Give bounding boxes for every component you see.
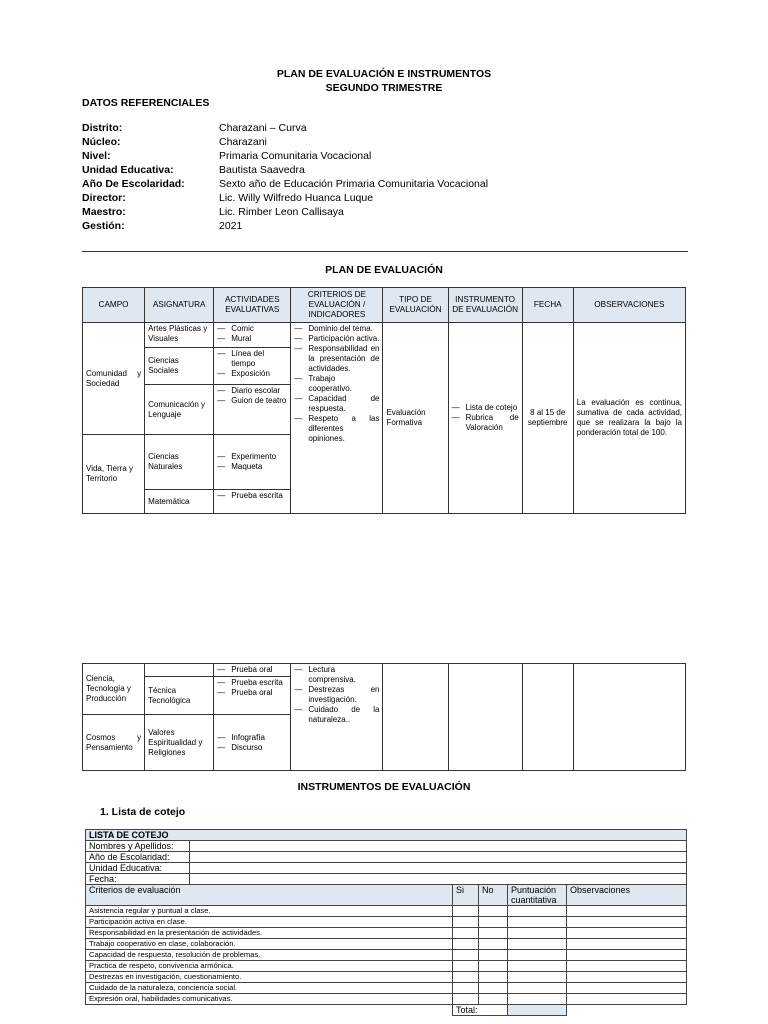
- si-cell[interactable]: [453, 906, 479, 917]
- criterio-text: Capacidad de respuesta, resolución de problemas.: [86, 950, 453, 961]
- no-cell[interactable]: [479, 961, 508, 972]
- datos-title: DATOS REFERENCIALES: [82, 97, 210, 109]
- activity-item: — Comic: [217, 324, 287, 334]
- field-value: Charazani: [219, 136, 267, 148]
- unidad-label: Unidad Educativa:: [86, 863, 190, 874]
- total-value-cell[interactable]: [508, 1005, 567, 1016]
- tipo-cell: Evaluación Formativa: [383, 323, 448, 514]
- puntuacion-header: Puntuación cuantitativa: [508, 885, 567, 906]
- asignatura-cell: Artes Plásticas y Visuales: [145, 323, 214, 348]
- table-row: [86, 994, 687, 1005]
- activity-item: — Maqueta: [217, 462, 287, 472]
- si-cell[interactable]: [453, 994, 479, 1005]
- criterio-item: — Trabajo cooperativo.: [294, 374, 379, 394]
- puntuacion-cell[interactable]: [508, 928, 567, 939]
- observaciones-cell[interactable]: [567, 972, 687, 983]
- ano-field[interactable]: [190, 852, 687, 863]
- col-header-asignatura: ASIGNATURA: [145, 288, 214, 323]
- no-cell[interactable]: [479, 928, 508, 939]
- criterios-cell: [291, 664, 383, 771]
- observaciones-cell: La evaluación es continua, sumativa de cada actividad, que se realizara la bajo la ponderación total de 100.: [573, 323, 685, 514]
- ano-label: Año de Escolaridad:: [86, 852, 190, 863]
- fecha-label: Fecha:: [86, 874, 190, 885]
- puntuacion-cell[interactable]: [508, 994, 567, 1005]
- divider: [82, 251, 688, 252]
- asignatura-cell: Comunicación y Lenguaje: [145, 385, 214, 435]
- no-cell[interactable]: [479, 950, 508, 961]
- puntuacion-cell[interactable]: [508, 950, 567, 961]
- activity-item: — Prueba oral: [217, 665, 287, 675]
- observaciones-cell[interactable]: [567, 917, 687, 928]
- field-value: Lic. Rimber Leon Callisaya: [219, 206, 344, 218]
- field-value: 2021: [219, 220, 243, 232]
- si-cell[interactable]: [453, 950, 479, 961]
- unidad-field[interactable]: [190, 863, 687, 874]
- observaciones-cell[interactable]: [567, 994, 687, 1005]
- observaciones-cell[interactable]: [567, 928, 687, 939]
- field-label: Nivel:: [82, 150, 111, 162]
- actividades-cell: [214, 323, 291, 348]
- criterio-text: Practica de respeto, convivencia armónica.: [86, 961, 453, 972]
- field-value: Charazani – Curva: [219, 122, 307, 134]
- campo-label: Vida, Tierra y Territorio: [86, 464, 133, 483]
- field-ano: [82, 178, 682, 192]
- table-row: [86, 928, 687, 939]
- criterio-item: — Destrezas en investigación.: [294, 685, 379, 705]
- actividades-cell: [214, 385, 291, 435]
- campo-cell: Cosmos y Pensamiento: [83, 715, 145, 771]
- field-maestro: [82, 206, 682, 220]
- observaciones-cell[interactable]: [567, 906, 687, 917]
- activity-item: — Experimento: [217, 452, 287, 462]
- observaciones-cell[interactable]: [567, 983, 687, 994]
- criterio-item: — Participación activa.: [294, 334, 379, 344]
- asignatura-cell: Ciencias Naturales: [145, 435, 214, 490]
- observaciones-cell[interactable]: [567, 961, 687, 972]
- observaciones-cell: [573, 664, 685, 771]
- field-label: Gestión:: [82, 220, 125, 232]
- puntuacion-cell[interactable]: [508, 983, 567, 994]
- si-cell[interactable]: [453, 961, 479, 972]
- col-header-instrumento: INSTRUMENTO DE EVALUACIÓN: [448, 288, 522, 323]
- field-unidad: [82, 164, 682, 178]
- instrumento-item: — Rubrica de Valoración: [452, 413, 519, 433]
- activity-item: — Mural: [217, 334, 287, 344]
- asignatura-cell: [145, 664, 214, 677]
- criterio-text: Responsabilidad en la presentación de actividades.: [86, 928, 453, 939]
- no-cell[interactable]: [479, 939, 508, 950]
- no-cell[interactable]: [479, 972, 508, 983]
- field-nucleo: [82, 136, 682, 150]
- total-label: Total:: [453, 1005, 508, 1016]
- asignatura-cell: Valores Espiritualidad y Religiones: [145, 715, 214, 771]
- actividades-cell: [214, 715, 291, 771]
- col-header-criterios: CRITERIOS DE EVALUACIÓN / INDICADORES: [291, 288, 383, 323]
- observaciones-cell[interactable]: [567, 939, 687, 950]
- criterios-header: Criterios de evaluación: [86, 885, 453, 906]
- no-cell[interactable]: [479, 906, 508, 917]
- observaciones-header: Observaciones: [567, 885, 687, 906]
- nombres-field[interactable]: [190, 841, 687, 852]
- field-nivel: [82, 150, 682, 164]
- activity-item: — Prueba escrita: [217, 491, 287, 501]
- actividades-cell: [214, 664, 291, 677]
- criterio-item: — Responsabilidad en la presentación de actividades.: [294, 344, 379, 374]
- table-row: [86, 961, 687, 972]
- fecha-field[interactable]: [190, 874, 687, 885]
- field-value: Bautista Saavedra: [219, 164, 305, 176]
- col-header-fecha: FECHA: [522, 288, 573, 323]
- field-value: Sexto año de Educación Primaria Comunitaria Vocacional: [219, 178, 489, 190]
- criterio-text: Expresión oral, habilidades comunicativas.: [86, 994, 453, 1005]
- campo-cell: [83, 435, 145, 514]
- asignatura-cell: Matemática: [145, 490, 214, 514]
- tipo-cell: [383, 664, 448, 771]
- field-label: Distrito:: [82, 122, 123, 134]
- field-director: [82, 192, 682, 206]
- criterio-item: — Respeto a las diferentes opiniones.: [294, 414, 379, 444]
- field-distrito: [82, 122, 682, 136]
- criterio-text: Asistencia regular y puntual a clase.: [86, 906, 453, 917]
- col-header-campo: CAMPO: [83, 288, 145, 323]
- no-cell[interactable]: [479, 917, 508, 928]
- asignatura-cell: Técnica Tecnológica: [145, 677, 214, 715]
- instrumentos-subheading: 1. Lista de cotejo: [100, 806, 186, 818]
- activity-item: — Discurso: [217, 743, 287, 753]
- actividades-cell: [214, 348, 291, 385]
- total-spacer: [86, 1005, 453, 1016]
- table-row: [86, 939, 687, 950]
- field-label: Director:: [82, 192, 126, 204]
- instrumento-cell: [448, 323, 522, 514]
- criterio-text: Destrezas en investigación, cuestionamiento.: [86, 972, 453, 983]
- campo-cell: Ciencia, Tecnología y Producción: [83, 664, 145, 715]
- si-cell[interactable]: [453, 917, 479, 928]
- document-title: PLAN DE EVALUACIÓN E INSTRUMENTOS: [276, 68, 492, 80]
- col-header-tipo: TIPO DE EVALUACIÓN: [383, 288, 448, 323]
- field-label: Maestro:: [82, 206, 126, 218]
- observaciones-cell[interactable]: [567, 950, 687, 961]
- cotejo-title: LISTA DE COTEJO: [86, 830, 687, 841]
- criterio-text: Trabajo cooperativo en clase, colaboración.: [86, 939, 453, 950]
- puntuacion-cell[interactable]: [508, 917, 567, 928]
- total-row: [86, 1005, 687, 1016]
- puntuacion-cell[interactable]: [508, 972, 567, 983]
- si-cell[interactable]: [453, 928, 479, 939]
- activity-item: — Línea del tiempo: [217, 349, 287, 369]
- col-header-observaciones: OBSERVACIONES: [573, 288, 685, 323]
- fecha-cell: [522, 664, 573, 771]
- fecha-cell: 8 al 15 de septiembre: [522, 323, 573, 514]
- plan-table: [82, 287, 686, 514]
- no-header: No: [479, 885, 508, 906]
- plan-table-continued: [82, 663, 686, 771]
- criterio-item: — Capacidad de respuesta.: [294, 394, 379, 414]
- puntuacion-cell[interactable]: [508, 939, 567, 950]
- puntuacion-cell[interactable]: [508, 906, 567, 917]
- table-row: [86, 917, 687, 928]
- field-label: Año De Escolaridad:: [82, 178, 185, 190]
- activity-item: — Exposición: [217, 369, 287, 379]
- campo-cell: Comunidad y Sociedad: [83, 323, 145, 435]
- nombres-label: Nombres y Apellidos:: [86, 841, 190, 852]
- field-label: Unidad Educativa:: [82, 164, 174, 176]
- table-row: [86, 906, 687, 917]
- table-row: [86, 950, 687, 961]
- instrumentos-title: INSTRUMENTOS DE EVALUACIÓN: [297, 781, 471, 793]
- instrumento-cell: [448, 664, 522, 771]
- field-label: Núcleo:: [82, 136, 121, 148]
- total-spacer: [567, 1005, 687, 1016]
- activity-item: — Diario escolar: [217, 386, 287, 396]
- no-cell[interactable]: [479, 994, 508, 1005]
- document-subtitle: SEGUNDO TRIMESTRE: [325, 82, 443, 94]
- criterios-cell: [291, 323, 383, 514]
- field-gestion: [82, 220, 682, 234]
- criterio-item: — Dominio del tema.: [294, 324, 379, 334]
- plan-title: PLAN DE EVALUACIÓN: [325, 264, 443, 276]
- si-header: Si: [453, 885, 479, 906]
- field-value: Lic. Willy Wilfredo Huanca Luque: [219, 192, 374, 204]
- lista-cotejo-table: [85, 829, 687, 1016]
- no-cell[interactable]: [479, 983, 508, 994]
- puntuacion-cell[interactable]: [508, 961, 567, 972]
- si-cell[interactable]: [453, 983, 479, 994]
- asignatura-cell: Ciencias Sociales: [145, 348, 214, 385]
- instrumento-item: — Lista de cotejo: [452, 403, 519, 413]
- criterio-item: — Cuidado de la naturaleza..: [294, 705, 379, 725]
- activity-item: — Infografía: [217, 733, 287, 743]
- field-value: Primaria Comunitaria Vocacional: [219, 150, 372, 162]
- si-cell[interactable]: [453, 972, 479, 983]
- activity-item: — Prueba escrita: [217, 678, 287, 688]
- criterio-text: Participación activa en clase.: [86, 917, 453, 928]
- actividades-cell: [214, 490, 291, 514]
- criterio-text: Cuidado de la naturaleza, conciencia social.: [86, 983, 453, 994]
- col-header-actividades: ACTIVIDADES EVALUATIVAS: [214, 288, 291, 323]
- activity-item: — Guion de teatro: [217, 396, 287, 406]
- table-row: [86, 972, 687, 983]
- si-cell[interactable]: [453, 939, 479, 950]
- actividades-cell: [214, 677, 291, 715]
- activity-item: — Prueba oral: [217, 688, 287, 698]
- criterio-item: — Lectura comprensiva.: [294, 665, 379, 685]
- actividades-cell: [214, 435, 291, 490]
- table-row: [86, 983, 687, 994]
